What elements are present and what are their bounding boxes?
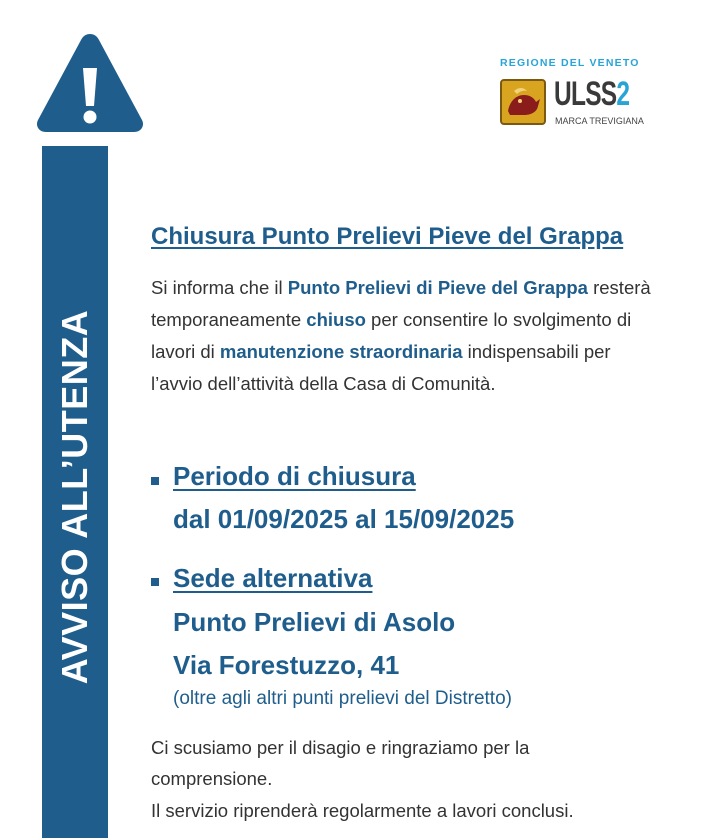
alternative-note: (oltre agli altri punti prelievi del Distretto): [173, 688, 512, 709]
logo-ulss-text: ULSS2: [554, 75, 630, 113]
period-dates: dal 01/09/2025 al 15/09/2025: [173, 504, 515, 534]
highlight-closed: chiuso: [306, 309, 366, 330]
notice-title: Chiusura Punto Prelievi Pieve del Grappa: [151, 223, 624, 250]
sidebar-vertical-title: AVVISO ALL’UTENZA: [54, 309, 95, 685]
warning-icon: [34, 28, 146, 134]
alternative-name: Punto Prelievi di Asolo: [173, 607, 456, 637]
alternative-bullet: [151, 578, 159, 586]
highlight-location: Punto Prelievi di Pieve del Grappa: [287, 277, 588, 298]
closing-line-2: comprensione.: [151, 768, 273, 789]
notice-intro-paragraph: Si informa che il Punto Prelievi di Pieve del Grappa resterà temporaneamente chiuso per consentire lo svolgimento di lavori di manutenzione straordinaria indispensabili per l’avvio dell’attività della Casa di Comunità.: [151, 277, 651, 394]
highlight-maintenance: manutenzione straordinaria: [219, 341, 463, 362]
ulss-logo: [498, 57, 648, 132]
alternative-heading: Sede alternativa: [173, 563, 373, 593]
alternative-address: Via Forestuzzo, 41: [173, 650, 400, 680]
logo-region-text: REGIONE DEL VENETO: [500, 57, 640, 69]
closing-line-1: Ci scusiamo per il disagio e ringraziamo per la: [151, 737, 530, 758]
logo-subtitle: MARCA TREVIGIANA: [555, 116, 644, 126]
closing-line-3: Il servizio riprenderà regolarmente a lavori conclusi.: [151, 800, 574, 821]
period-heading: Periodo di chiusura: [173, 461, 416, 491]
period-bullet: [151, 477, 159, 485]
lion-emblem-icon: [500, 79, 546, 125]
